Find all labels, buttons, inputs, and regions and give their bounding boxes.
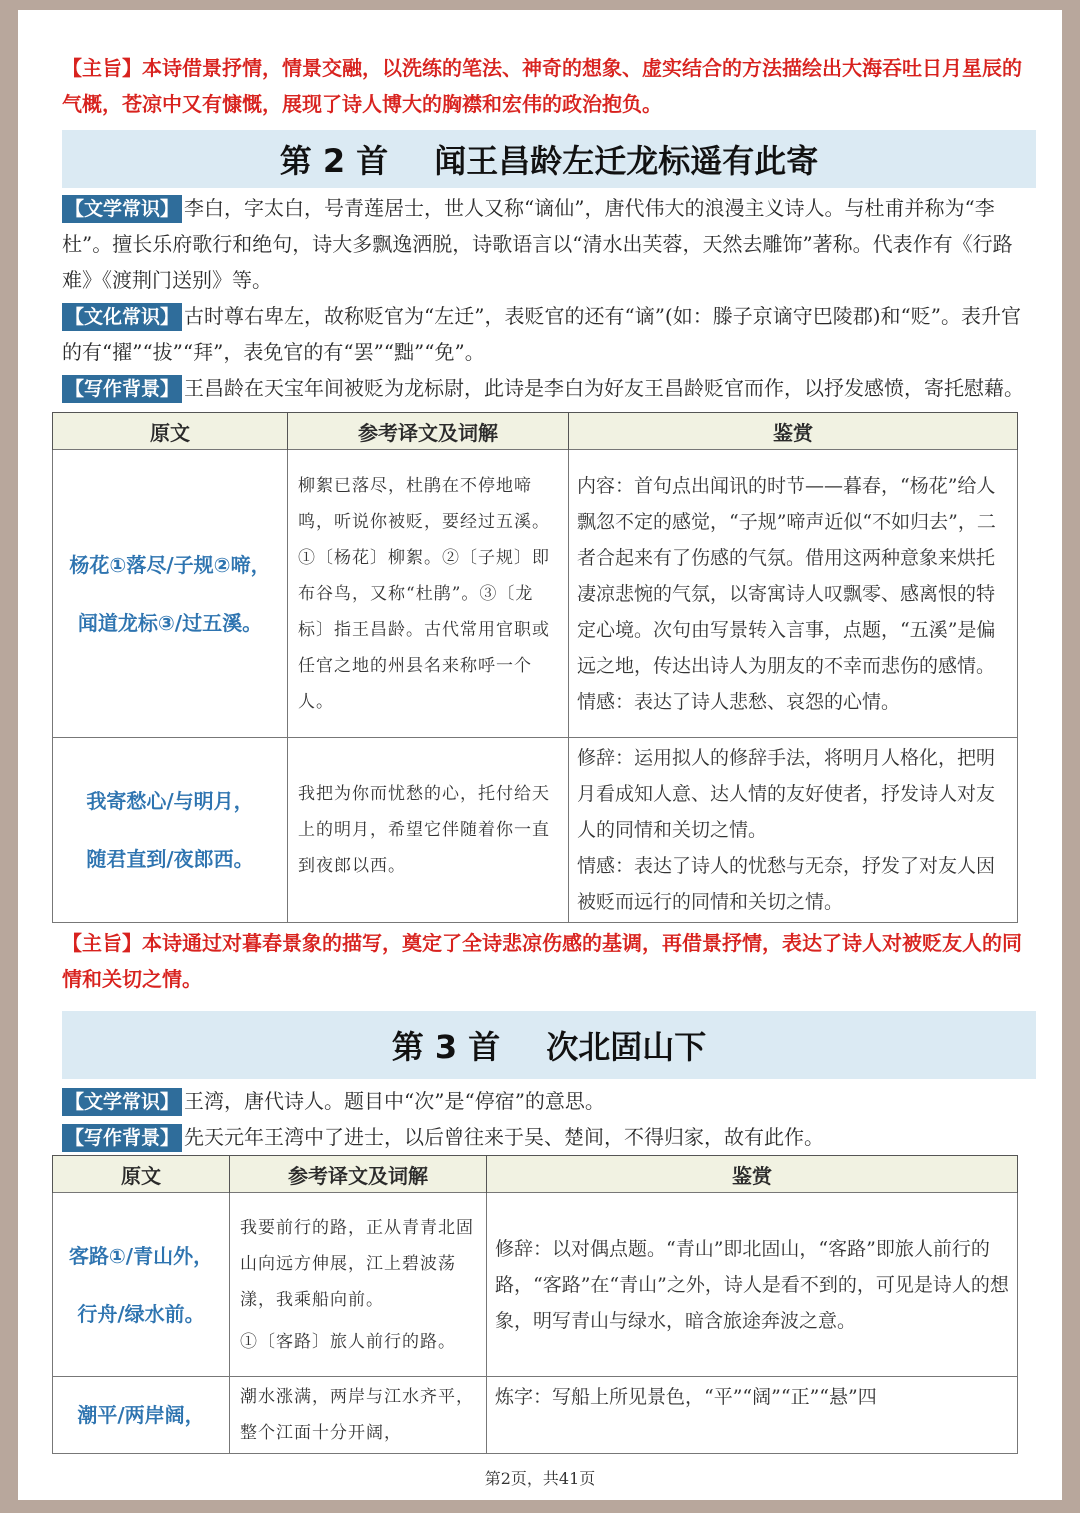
original-line: 我寄愁心/与明月， [86, 789, 254, 813]
translation-cell: 柳絮已落尽，杜鹃在不停地啼鸣，听说你被贬，要经过五溪。①〔杨花〕柳絮。②〔子规〕即布谷鸟，又称“杜鹃”。③〔龙标〕指王昌龄。古代常用官职或任官之地的州县名来称呼一个人。 [288, 450, 569, 738]
poem3-number: 第 3 首 [391, 1028, 501, 1066]
original-line: 随君直到/夜郎西。 [86, 847, 254, 871]
poem3-background-text: 先天元年王湾中了进士，以后曾往来于吴、楚间，不得归家，故有此作。 [184, 1125, 825, 1149]
translation-cell: 我把为你而忧愁的心，托付给天上的明月，希望它伴随着你一直到夜郎以西。 [288, 738, 569, 923]
poem3-title: 次北固山下 [546, 1028, 707, 1066]
translation-cell [230, 1193, 487, 1377]
original-line: 闻道龙标③/过五溪。 [77, 610, 263, 635]
original-line: 行舟/绿水前。 [77, 1301, 205, 1326]
poem2-literature-note [62, 190, 1036, 298]
poem2-background-text: 王昌龄在天宝年间被贬为龙标尉，此诗是李白为好友王昌龄贬官而作，以抒发感愤，寄托慰藉。 [184, 376, 1025, 400]
emotion-text: 情感：表达了诗人悲愁、哀怨的心情。 [577, 690, 901, 713]
poem2-literature-text: 李白，字太白，号青莲居士，世人又称“谪仙”，唐代伟大的浪漫主义诗人。与杜甫并称为“李杜”。擅长乐府歌行和绝句，诗大多飘逸洒脱，诗歌语言以“清水出芙蓉，天然去雕饰”著称。代表作有《行路难》《渡荆门送别》等。 [62, 196, 1013, 292]
poem2-theme [62, 925, 1036, 997]
poem3-title-bar [62, 1011, 1036, 1079]
appreciation-text: 内容：首句点出闻讯的时节——暮春，“杨花”给人飘忽不定的感觉，“子规”啼声近似“不如归去”，二者合起来有了伤感的气氛。借用这两种意象来烘托凄凉悲惋的气氛，以寄寓诗人叹飘零、感离恨的特定心境。次句由写景转入言事，点题，“五溪”是偏远之地，传达出诗人为朋友的不幸而悲伤的感情。 [577, 474, 996, 677]
page-footer: 第2页，共41页 [484, 1469, 596, 1488]
col-header-appreciation: 鉴赏 [487, 1156, 1018, 1193]
original-cell [53, 450, 288, 738]
table-header-row [53, 1156, 1018, 1193]
table-row [53, 1193, 1018, 1377]
col-header-original: 原文 [53, 413, 288, 450]
poem2-table [52, 412, 1018, 923]
literature-tag: 【文学常识】 [62, 195, 182, 223]
emotion-text: 情感：表达了诗人的忧愁与无奈，抒发了对友人因被贬而远行的同情和关切之情。 [577, 855, 996, 913]
appreciation-cell [569, 450, 1018, 738]
poem2-title-bar [62, 130, 1036, 188]
theme1-text: 本诗借景抒情，情景交融，以洗练的笔法、神奇的想象、虚实结合的方法描绘出大海吞吐日月星辰的气概，苍凉中又有慷慨，展现了诗人博大的胸襟和宏伟的政治抱负。 [62, 56, 1022, 116]
theme1-paragraph [62, 50, 1036, 122]
word-note: ①〔客路〕旅人前行的路。 [240, 1331, 456, 1352]
culture-tag: 【文化常识】 [62, 303, 182, 331]
table-row [53, 1377, 1018, 1454]
appreciation-text: 修辞：运用拟人的修辞手法，将明月人格化，把明月看成知人意、达人情的友好使者，抒发诗人对友人的同情和关切之情。 [577, 747, 996, 841]
poem3-table [52, 1155, 1018, 1454]
poem2-culture-note [62, 298, 1036, 370]
table-header-row [53, 413, 1018, 450]
theme-text: 本诗通过对暮春景象的描写，奠定了全诗悲凉伤感的基调，再借景抒情，表达了诗人对被贬友人的同情和关切之情。 [62, 931, 1022, 991]
theme1-label: 【主旨】 [62, 56, 142, 80]
translation-text: 我要前行的路，正从青青北固山向远方伸展，江上碧波荡漾，我乘船向前。 [240, 1217, 474, 1310]
appreciation-cell: 修辞：以对偶点题。“青山”即北固山，“客路”即旅人前行的路，“客路”在“青山”之外，诗人是看不到的，可见是诗人的想象，明写青山与绿水，暗含旅途奔波之意。 [487, 1193, 1018, 1377]
translation-cell: 潮水涨满，两岸与江水齐平，整个江面十分开阔， [230, 1377, 487, 1454]
table-row [53, 738, 1018, 923]
page-content [62, 58, 1036, 1454]
poem2-background-note [62, 370, 1036, 406]
literature-tag: 【文学常识】 [62, 1088, 182, 1116]
original-cell: 潮平/两岸阔， [53, 1377, 230, 1454]
col-header-translation: 参考译文及词解 [288, 413, 569, 450]
poem3-background-note [62, 1119, 1036, 1155]
original-line: 客路①/青山外， [68, 1243, 214, 1268]
col-header-original: 原文 [53, 1156, 230, 1193]
background-tag: 【写作背景】 [62, 375, 182, 403]
poem3-literature-note [62, 1083, 1036, 1119]
poem2-culture-text: 古时尊右卑左，故称贬官为“左迁”，表贬官的还有“谪”(如：滕子京谪守巴陵郡)和“贬”。表升官的有“擢”“拔”“拜”，表免官的有“罢”“黜”“免”。 [62, 304, 1021, 364]
background-tag: 【写作背景】 [62, 1124, 182, 1152]
theme-label: 【主旨】 [62, 931, 142, 955]
original-cell [53, 738, 288, 923]
original-cell [53, 1193, 230, 1377]
poem3-literature-text: 王湾，唐代诗人。题目中“次”是“停宿”的意思。 [184, 1089, 605, 1113]
col-header-appreciation: 鉴赏 [569, 413, 1018, 450]
poem2-title: 闻王昌龄左迁龙标遥有此寄 [434, 142, 819, 180]
poem2-number: 第 2 首 [279, 142, 389, 180]
col-header-translation: 参考译文及词解 [230, 1156, 487, 1193]
appreciation-cell [569, 738, 1018, 923]
original-line: 杨花①落尽/子规②啼， [69, 552, 271, 577]
table-row [53, 450, 1018, 738]
document-page [18, 10, 1062, 1500]
appreciation-cell: 炼字：写船上所见景色，“平”“阔”“正”“悬”四 [487, 1377, 1018, 1454]
